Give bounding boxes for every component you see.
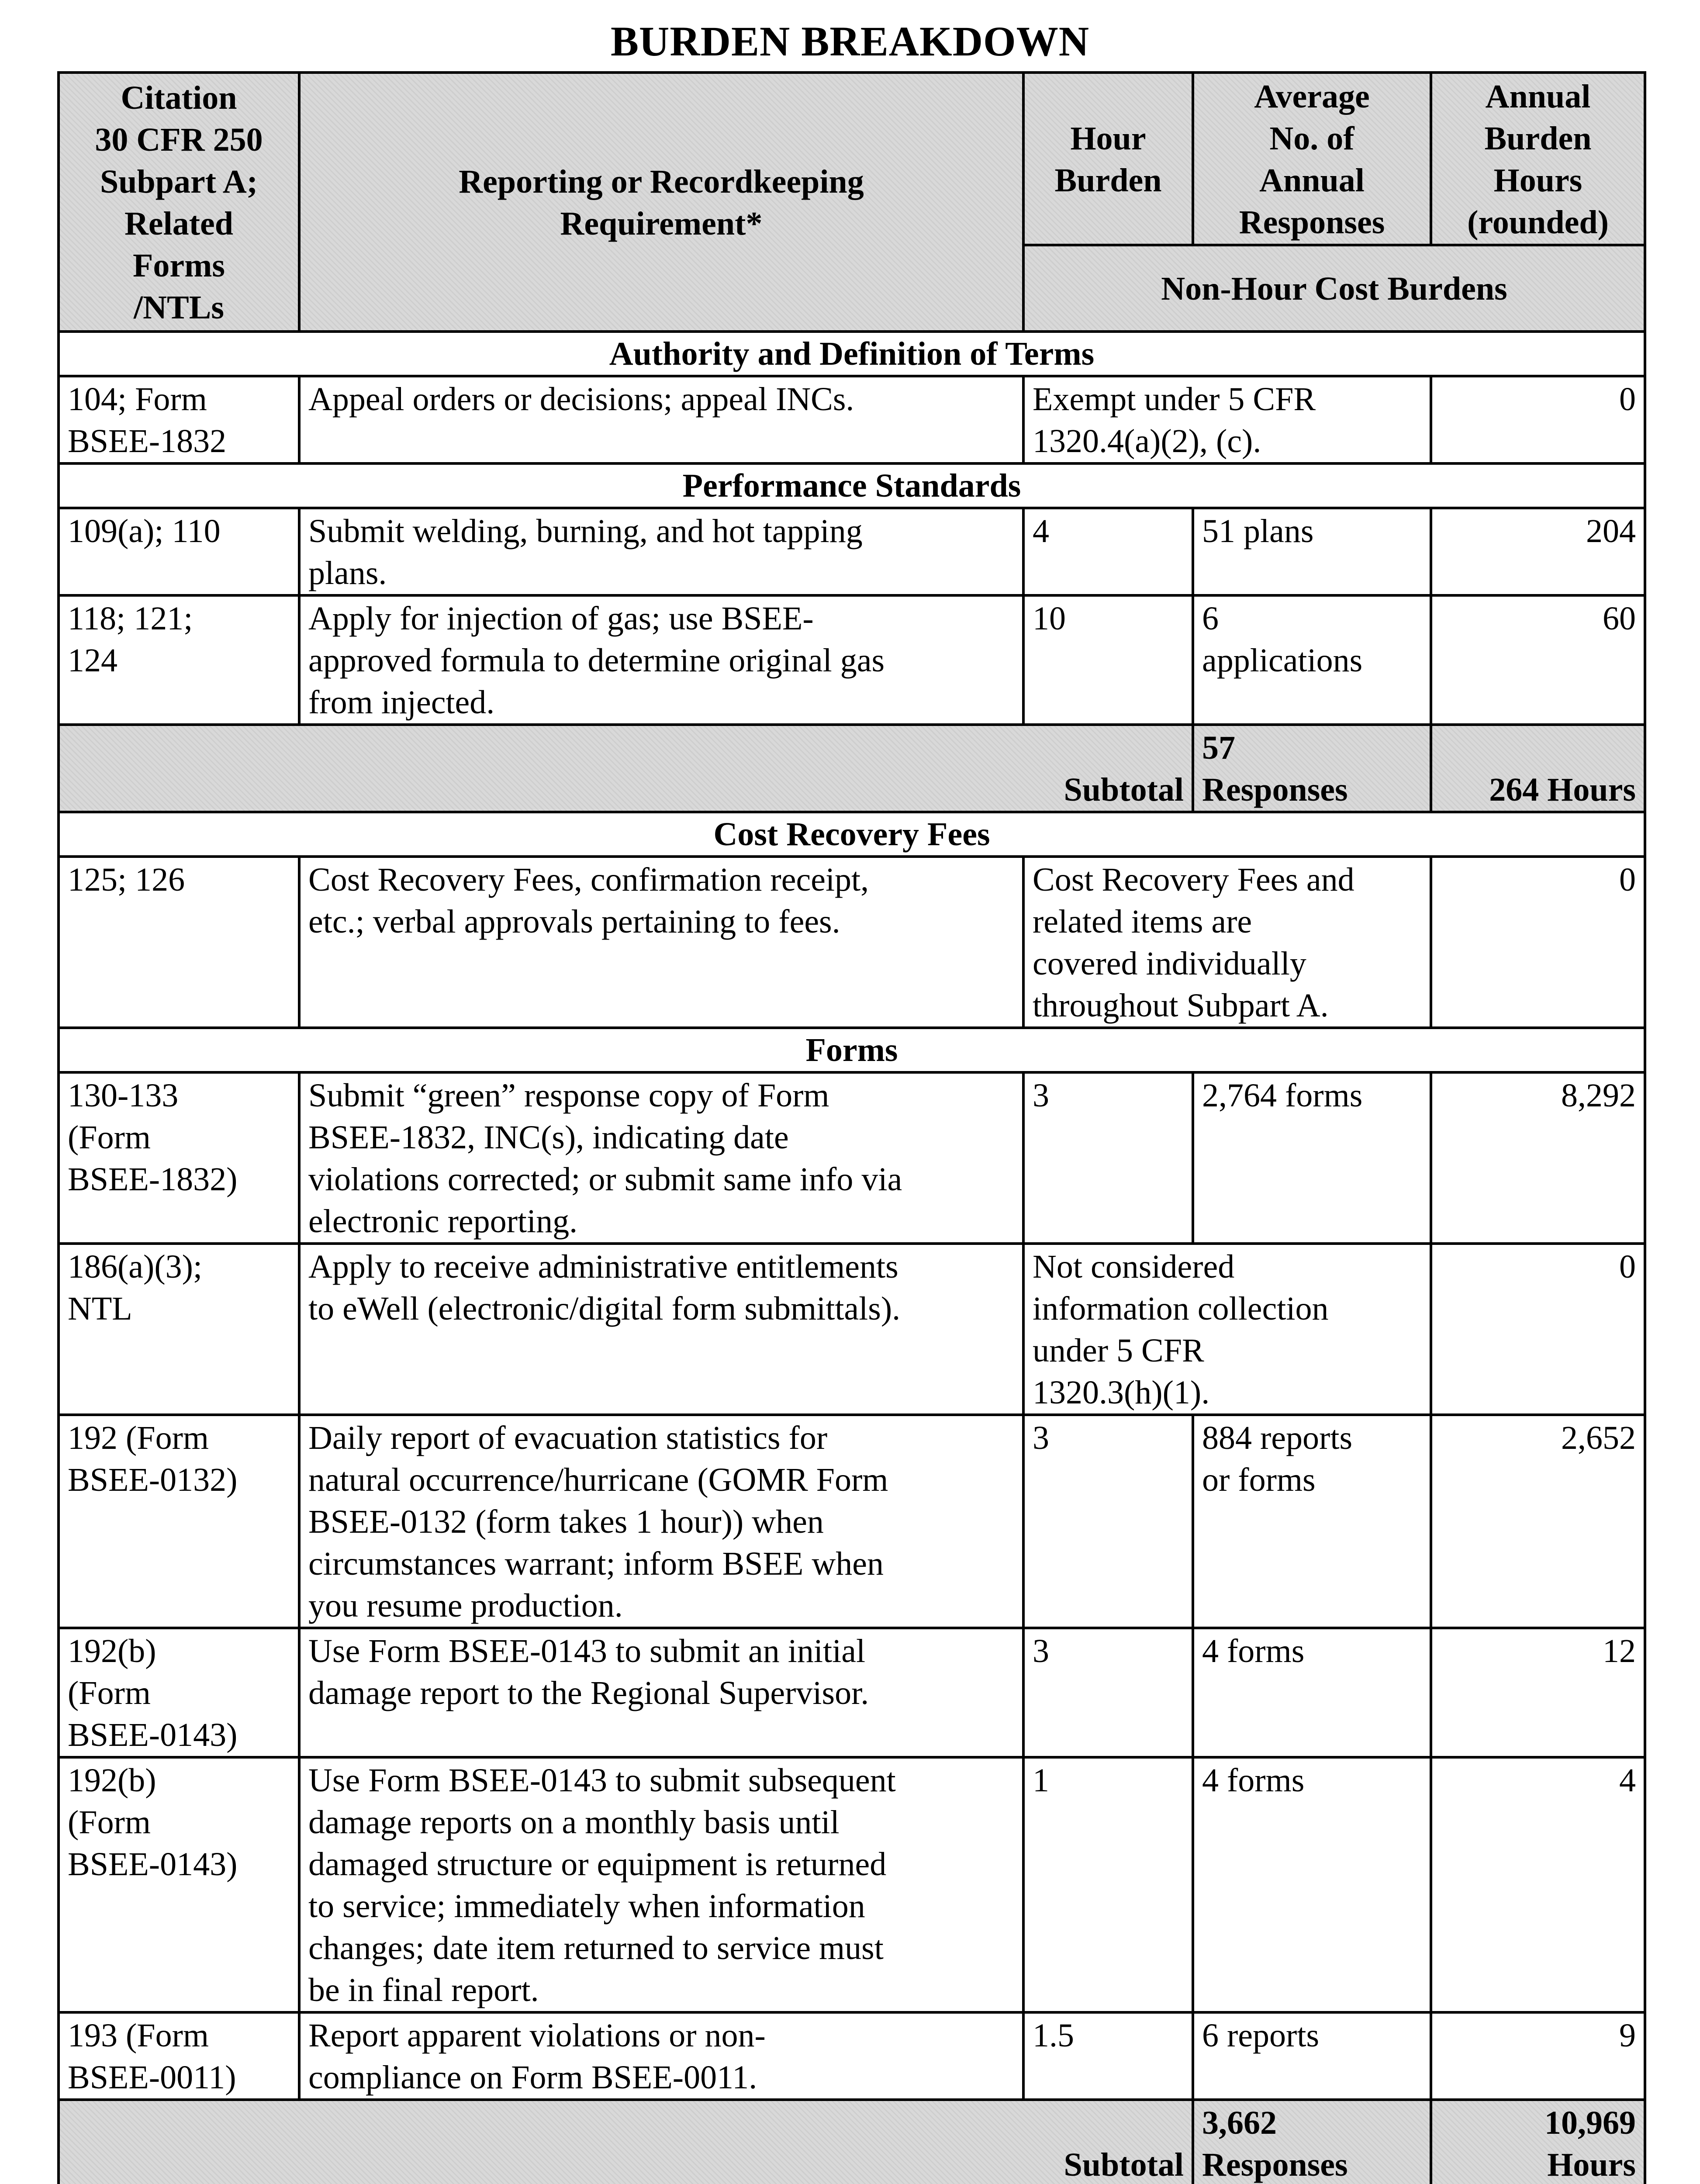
subtotal-responses: 57 Responses [1193,725,1431,812]
document-title: BURDEN BREAKDOWN [610,18,1090,65]
section-cost-title: Cost Recovery Fees [59,812,1645,857]
citation-cell: 125; 126 [59,857,299,1028]
hours-cell: 9 [1431,2012,1645,2100]
burden-cell: 10 [1023,595,1193,725]
hours-cell: 4 [1431,1757,1645,2012]
header-annual-hours: Annual Burden Hours (rounded) [1431,73,1645,245]
responses-cell: 4 forms [1193,1628,1431,1757]
citation-cell: 109(a); 110 [59,508,299,595]
hours-cell: 0 [1431,376,1645,463]
hours-cell: 8,292 [1431,1072,1645,1244]
burden-cell: 3 [1023,1628,1193,1757]
note-cell: Cost Recovery Fees and related items are covered individually throughout Subpart A. [1023,857,1431,1028]
table-row [59,2012,1645,2100]
requirement-cell: Apply to receive administrative entitlements to eWell (electronic/digital form submittals). [299,1244,1023,1415]
table-row [59,1072,1645,1244]
responses-cell: 6 applications [1193,595,1431,725]
subtotal-responses: 3,662 Responses [1193,2100,1431,2184]
table-row [59,857,1645,1028]
subtotal-hours: 10,969 Hours [1431,2100,1645,2184]
hours-cell: 2,652 [1431,1415,1645,1628]
hours-cell: 12 [1431,1628,1645,1757]
requirement-cell: Submit “green” response copy of Form BSEE-1832, INC(s), indicating date violations corrected; or submit same info via electronic reporting. [299,1072,1023,1244]
responses-cell: 4 forms [1193,1757,1431,2012]
header-requirement: Reporting or Recordkeeping Requirement* [299,73,1023,332]
subtotal-row [59,725,1645,812]
citation-cell: 118; 121; 124 [59,595,299,725]
burden-cell: 1.5 [1023,2012,1193,2100]
hours-cell: 204 [1431,508,1645,595]
hours-cell: 0 [1431,857,1645,1028]
responses-cell: 6 reports [1193,2012,1431,2100]
note-cell: Not considered information collection under 5 CFR 1320.3(h)(1). [1023,1244,1431,1415]
header-row [59,73,1645,245]
section-row [59,463,1645,508]
citation-cell: 130-133 (Form BSEE-1832) [59,1072,299,1244]
section-row [59,812,1645,857]
requirement-cell: Appeal orders or decisions; appeal INCs. [299,376,1023,463]
header-citation: Citation 30 CFR 250 Subpart A; Related Forms /NTLs [59,73,299,332]
table-row [59,508,1645,595]
requirement-cell: Submit welding, burning, and hot tapping plans. [299,508,1023,595]
citation-cell: 193 (Form BSEE-0011) [59,2012,299,2100]
subtotal-row [59,2100,1645,2184]
note-cell: Exempt under 5 CFR 1320.4(a)(2), (c). [1023,376,1431,463]
subtotal-hours: 264 Hours [1431,725,1645,812]
burden-cell: 3 [1023,1415,1193,1628]
table-row [59,1244,1645,1415]
responses-cell: 884 reports or forms [1193,1415,1431,1628]
table-row [59,1757,1645,2012]
table-row [59,1628,1645,1757]
burden-cell: 1 [1023,1757,1193,2012]
table-row [59,1415,1645,1628]
requirement-cell: Use Form BSEE-0143 to submit subsequent damage reports on a monthly basis until damaged structure or equipment is returned to service; immediately when information changes; date item returned to service must be in final report. [299,1757,1023,2012]
hours-cell: 0 [1431,1244,1645,1415]
subtotal-label: Subtotal [59,725,1193,812]
burden-cell: 3 [1023,1072,1193,1244]
requirement-cell: Daily report of evacuation statistics for natural occurrence/hurricane (GOMR Form BSEE-0132 (form takes 1 hour)) when circumstances warrant; inform BSEE when you resume production. [299,1415,1023,1628]
requirement-cell: Use Form BSEE-0143 to submit an initial damage report to the Regional Supervisor. [299,1628,1023,1757]
section-row [59,332,1645,376]
section-row [59,1028,1645,1072]
requirement-cell: Cost Recovery Fees, confirmation receipt, etc.; verbal approvals pertaining to fees. [299,857,1023,1028]
burden-table [57,71,1646,2184]
hours-cell: 60 [1431,595,1645,725]
header-hour-burden: Hour Burden [1023,73,1193,245]
table-row [59,376,1645,463]
citation-cell: 192 (Form BSEE-0132) [59,1415,299,1628]
citation-cell: 104; Form BSEE-1832 [59,376,299,463]
subtotal-label: Subtotal [59,2100,1193,2184]
table-row [59,595,1645,725]
responses-cell: 2,764 forms [1193,1072,1431,1244]
section-authority-title: Authority and Definition of Terms [59,332,1645,376]
burden-cell: 4 [1023,508,1193,595]
header-non-hour-cost: Non-Hour Cost Burdens [1023,245,1645,332]
citation-cell: 192(b) (Form BSEE-0143) [59,1628,299,1757]
responses-cell: 51 plans [1193,508,1431,595]
requirement-cell: Apply for injection of gas; use BSEE- approved formula to determine original gas from injected. [299,595,1023,725]
citation-cell: 192(b) (Form BSEE-0143) [59,1757,299,2012]
requirement-cell: Report apparent violations or non- compliance on Form BSEE-0011. [299,2012,1023,2100]
section-performance-title: Performance Standards [59,463,1645,508]
header-avg-responses: Average No. of Annual Responses [1193,73,1431,245]
section-forms-title: Forms [59,1028,1645,1072]
citation-cell: 186(a)(3); NTL [59,1244,299,1415]
